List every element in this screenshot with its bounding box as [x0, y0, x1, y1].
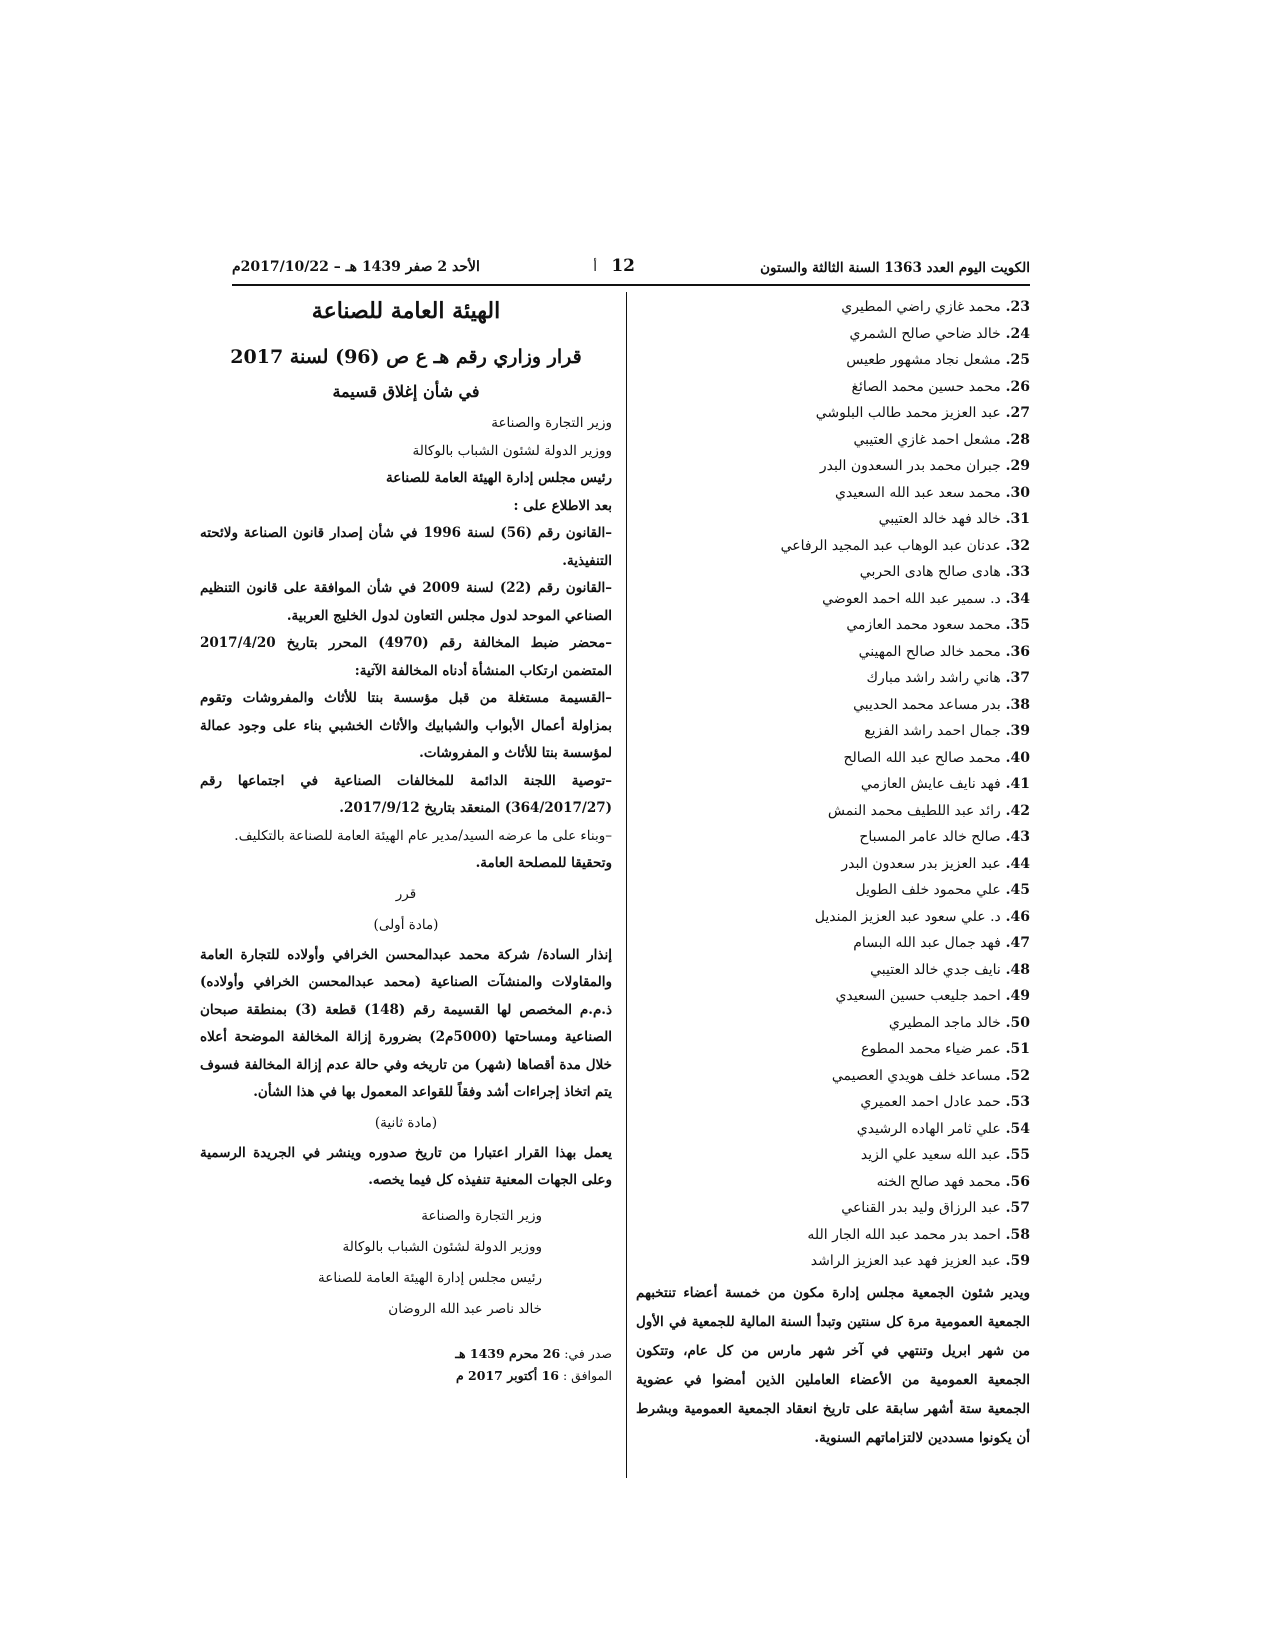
decision-subject: في شأن إغلاق قسيمة	[332, 382, 480, 401]
member-name: جبران محمد بدر السعدون البدر	[819, 458, 1001, 474]
member-name: محمد سعود محمد العازمي	[846, 617, 1001, 633]
member-name: حمد عادل احمد العميري	[860, 1094, 1001, 1110]
reference-violation-description: –القسيمة مستغلة من قبل مؤسسة بنتا للأثاث والمفروشات وتقوم بمزاولة أعمال الأبواب والشبابيك والأثاث الخشبي بناء على وجود عمالة لمؤسسة بنتا للأثاث و المفروشات.	[200, 690, 612, 761]
member-item: 56. محمد فهد صالح الخنه	[876, 1173, 1030, 1190]
member-name: عبد العزيز بدر سعدون البدر	[841, 855, 1001, 872]
member-name: خالد ضاحي صالح الشمري	[849, 325, 1001, 342]
member-number: 47	[1010, 935, 1030, 951]
member-item: 46. د. علي سعود عبد العزيز المنديل	[814, 908, 1030, 925]
issued-label: صدر في:	[564, 1345, 612, 1361]
member-name: احمد جليعب حسين السعيدي	[835, 988, 1001, 1004]
member-number: 51	[1010, 1041, 1030, 1057]
reference-committee-recommendation: –توصية اللجنة الدائمة للمخالفات الصناعية في اجتماعها رقم (364/2017/27) المنعقد بتاريخ 2017/9/12.	[200, 772, 612, 816]
member-name: محمد خالد صالح المهيني	[858, 643, 1001, 660]
member-number: 48	[1010, 961, 1030, 978]
article-2-heading: (مادة ثانية)	[374, 1114, 438, 1131]
member-name: محمد غازي راضي المطيري	[841, 299, 1001, 315]
member-number: 41	[1010, 776, 1030, 792]
member-name: خالد فهد خالد العتيبي	[878, 511, 1001, 527]
member-number: 32	[1010, 537, 1030, 554]
member-item: 27. عبد العزيز محمد طالب البلوشي	[815, 405, 1030, 421]
member-item: 35. محمد سعود محمد العازمي	[846, 617, 1030, 633]
member-number: 36	[1010, 643, 1030, 660]
member-name: هاني راشد راشد مبارك	[866, 670, 1001, 686]
column-divider	[626, 292, 627, 1478]
members-column	[636, 294, 1030, 1453]
member-name: فهد نايف عايش العازمي	[860, 776, 1001, 792]
member-item: 26. محمد حسين محمد الصائغ	[851, 378, 1030, 395]
corresponding-label: الموافق :	[562, 1367, 612, 1383]
member-name: رائد عبد اللطيف محمد النمش	[827, 802, 1001, 819]
article-1-text: إنذار السادة/ شركة محمد عبدالمحسن الخرافي وأولاده للتجارة العامة والمقاولات والمنشآت الصناعية (محمد عبدالمحسن الخرافي وأولاده) ذ.م.م المخصص لها القسيمة رقم (148) قطعة (3) بمنطقة صبحان الصناعية ومساحتها (5000م2) بضرورة إزالة المخالفة الموضحة أعلاه خلال مدة أقصاها (شهر) من تاريخه وفي حالة عدم إزالة المخالفة فسوف يتم اتخاذ إجراءات أشد وفقاً للقواعد المعمول بها في هذا الشأن.	[200, 946, 613, 1100]
member-item: 43. صالح خالد عامر المسباح	[859, 829, 1030, 845]
corresponding-date: 16 أكتوبر 2017 م	[455, 1367, 559, 1383]
member-item: 40. محمد صالح عبد الله الصالح	[843, 749, 1030, 766]
signature-line-1: وزير التجارة والصناعة	[421, 1207, 542, 1224]
member-item: 51. عمر ضياء محمد المطوع	[860, 1041, 1030, 1057]
member-name: جمال احمد راشد الفزيع	[864, 723, 1001, 739]
member-item: 49. احمد جليعب حسين السعيدي	[835, 988, 1030, 1004]
member-name: خالد ماجد المطيري	[888, 1014, 1001, 1031]
member-number: 53	[1010, 1094, 1030, 1110]
association-governance-paragraph: ويدير شئون الجمعية مجلس إدارة مكون من خمسة أعضاء تنتخبهم الجمعية العمومية مرة كل سنتين وتبدأ السنة المالية للجمعية في الأول من شهر ابريل وتنتهي في آخر شهر مارس من كل عام، وتتكون الجمعية العمومية من الأعضاء العاملين الذين أمضوا في عضوية الجمعية ستة أشهر سابقة على تاريخ انعقاد الجمعية العمومية وبشرط أن يكونوا مسددين لالتزاماتهم السنوية.	[636, 1284, 1030, 1446]
member-name: مساعد خلف هويدي العصيمي	[831, 1067, 1001, 1084]
member-name: بدر مساعد محمد الحديبي	[853, 696, 1001, 713]
member-number: 31	[1010, 511, 1030, 527]
issued-date: 26 محرم 1439 هـ	[455, 1345, 561, 1361]
member-number: 58	[1010, 1226, 1030, 1243]
corresponding-date-line	[200, 1365, 612, 1387]
member-item: 36. محمد خالد صالح المهيني	[858, 643, 1030, 660]
member-number: 49	[1010, 988, 1030, 1004]
issue-date-block	[200, 1343, 612, 1387]
member-number: 52	[1010, 1067, 1030, 1084]
signatory-name: خالد ناصر عبد الله الروضان	[388, 1300, 542, 1317]
member-name: محمد صالح عبد الله الصالح	[843, 749, 1001, 766]
member-item: 55. عبد الله سعيد علي الزيد	[860, 1147, 1030, 1163]
member-item: 42. رائد عبد اللطيف محمد النمش	[827, 802, 1030, 819]
member-name: عمر ضياء محمد المطوع	[860, 1041, 1001, 1057]
page-header	[232, 256, 1030, 282]
article-1-heading: (مادة أولى)	[373, 916, 439, 933]
after-review-line: بعد الاطلاع على :	[513, 497, 612, 514]
reference-director-proposal: –وبناء على ما عرضه السيد/مدير عام الهيئة العامة للصناعة بالتكليف.	[234, 827, 612, 844]
member-number: 43	[1010, 829, 1030, 845]
member-item: 33. هادى صالح هادى الحربي	[859, 564, 1030, 580]
header-date: الأحد 2 صفر 1439 هـ – 2017/10/22م	[232, 259, 480, 275]
member-number: 45	[1010, 882, 1030, 898]
member-number: 42	[1010, 802, 1030, 819]
member-item: 41. فهد نايف عايش العازمي	[860, 776, 1030, 792]
decision-column	[200, 294, 612, 1387]
member-number: 35	[1010, 617, 1030, 633]
member-number: 28	[1010, 431, 1030, 448]
decided-heading: قرر	[395, 885, 417, 902]
member-name: د. سمير عبد الله احمد العوضي	[822, 590, 1001, 607]
reference-violation-report: –محضر ضبط المخالفة رقم (4970) المحرر بتاريخ 2017/4/20 المتضمن ارتكاب المنشأة أدناه المخالفة الآتية:	[200, 635, 612, 679]
member-name: علي ثامر الهاده الرشيدي	[856, 1120, 1001, 1137]
issuer-line-2: ووزير الدولة لشئون الشباب بالوكالة	[412, 442, 612, 459]
member-item: 45. علي محمود خلف الطويل	[855, 882, 1030, 898]
authority-title: الهيئة العامة للصناعة	[311, 298, 501, 324]
signature-line-3: رئيس مجلس إدارة الهيئة العامة للصناعة	[318, 1269, 542, 1286]
member-name: عدنان عبد الوهاب عبد المجيد الرفاعي	[780, 537, 1001, 554]
issuer-line-1: وزير التجارة والصناعة	[491, 415, 612, 431]
member-number: 55	[1010, 1147, 1030, 1163]
member-item: 29. جبران محمد بدر السعدون البدر	[819, 458, 1030, 474]
gazette-issue-info: الكويت اليوم العدد 1363 السنة الثالثة والستون	[760, 260, 1030, 276]
member-number: 25	[1010, 352, 1030, 368]
member-number: 38	[1010, 696, 1030, 713]
member-number: 39	[1010, 723, 1030, 739]
member-list	[636, 294, 1030, 1275]
member-item: 24. خالد ضاحي صالح الشمري	[849, 325, 1030, 342]
signature-line-2: ووزير الدولة لشئون الشباب بالوكالة	[342, 1238, 542, 1255]
page-number: 12	[611, 256, 635, 276]
member-name: عبد الرزاق وليد بدر القناعي	[841, 1200, 1001, 1216]
member-item: 59. عبد العزيز فهد عبد العزيز الراشد	[810, 1253, 1030, 1269]
member-name: علي محمود خلف الطويل	[855, 882, 1001, 898]
member-item: 39. جمال احمد راشد الفزيع	[864, 723, 1030, 739]
signature-block	[200, 1201, 612, 1325]
member-number: 24	[1010, 325, 1030, 342]
member-number: 30	[1010, 484, 1030, 501]
member-item: 52. مساعد خلف هويدي العصيمي	[831, 1067, 1030, 1084]
member-name: هادى صالح هادى الحربي	[859, 564, 1001, 580]
member-item: 31. خالد فهد خالد العتيبي	[878, 511, 1030, 527]
member-name: عبد العزيز محمد طالب البلوشي	[815, 405, 1001, 421]
member-name: مشعل احمد غازي العتيبي	[853, 431, 1001, 448]
member-number: 33	[1010, 564, 1030, 580]
reference-law-1996: –القانون رقم (56) لسنة 1996 في شأن إصدار قانون الصناعة ولائحته التنفيذية.	[200, 525, 612, 569]
reference-law-2009: –القانون رقم (22) لسنة 2009 في شأن الموافقة على قانون التنظيم الصناعي الموحد لدول مجلس التعاون لدول الخليج العربية.	[200, 580, 612, 624]
member-number: 40	[1010, 749, 1030, 766]
member-number: 54	[1010, 1120, 1030, 1137]
member-item: 38. بدر مساعد محمد الحديبي	[853, 696, 1030, 713]
member-number: 46	[1010, 908, 1030, 925]
member-number: 44	[1010, 855, 1030, 872]
member-item: 57. عبد الرزاق وليد بدر القناعي	[841, 1200, 1030, 1216]
member-number: 50	[1010, 1014, 1030, 1031]
issuer-line-3: رئيس مجلس إدارة الهيئة العامة للصناعة	[386, 470, 612, 486]
article-2-text: يعمل بهذا القرار اعتبارا من تاريخ صدوره وينشر في الجريدة الرسمية وعلى الجهات المعنية تنفيذه كل فيما يخصه.	[200, 1144, 612, 1188]
member-name: محمد فهد صالح الخنه	[876, 1173, 1001, 1190]
member-number: 37	[1010, 670, 1030, 686]
member-item: 37. هاني راشد راشد مبارك	[866, 670, 1030, 686]
member-number: 27	[1010, 405, 1030, 421]
member-number: 56	[1010, 1173, 1030, 1190]
member-item: 47. فهد جمال عبد الله البسام	[853, 935, 1030, 951]
member-name: احمد بدر محمد عبد الله الجار الله	[807, 1226, 1001, 1243]
member-name: د. علي سعود عبد العزيز المنديل	[814, 908, 1001, 925]
member-item: 58. احمد بدر محمد عبد الله الجار الله	[807, 1226, 1030, 1243]
member-item: 30. محمد سعد عبد الله السعيدي	[835, 484, 1030, 501]
member-number: 23	[1010, 299, 1030, 315]
member-item: 32. عدنان عبد الوهاب عبد المجيد الرفاعي	[780, 537, 1030, 554]
member-number: 34	[1010, 590, 1030, 607]
page-section-letter: أ	[593, 259, 597, 275]
member-item: 28. مشعل احمد غازي العتيبي	[853, 431, 1030, 448]
member-number: 59	[1010, 1253, 1030, 1269]
member-name: محمد سعد عبد الله السعيدي	[835, 484, 1001, 501]
member-item: 34. د. سمير عبد الله احمد العوضي	[822, 590, 1030, 607]
member-name: صالح خالد عامر المسباح	[859, 829, 1001, 845]
member-name: نايف جدي خالد العتيبي	[870, 961, 1001, 978]
member-item: 44. عبد العزيز بدر سعدون البدر	[841, 855, 1030, 872]
decision-title: قرار وزاري رقم هـ ع ص (96) لسنة 2017	[230, 346, 582, 368]
member-number: 26	[1010, 378, 1030, 395]
member-name: فهد جمال عبد الله البسام	[853, 935, 1001, 951]
member-item: 50. خالد ماجد المطيري	[888, 1014, 1030, 1031]
member-name: عبد الله سعيد علي الزيد	[860, 1147, 1001, 1163]
member-item: 23. محمد غازي راضي المطيري	[841, 299, 1030, 315]
member-number: 29	[1010, 458, 1030, 474]
header-divider	[232, 284, 1030, 286]
member-name: محمد حسين محمد الصائغ	[851, 378, 1001, 395]
member-item: 54. علي ثامر الهاده الرشيدي	[856, 1120, 1030, 1137]
issued-on-line	[200, 1343, 612, 1365]
member-item: 53. حمد عادل احمد العميري	[860, 1094, 1030, 1110]
member-item: 25. مشعل نجاد مشهور طعيس	[846, 352, 1030, 368]
member-item: 48. نايف جدي خالد العتيبي	[870, 961, 1030, 978]
member-number: 57	[1010, 1200, 1030, 1216]
reference-public-interest: وتحقيقا للمصلحة العامة.	[475, 855, 612, 871]
member-name: عبد العزيز فهد عبد العزيز الراشد	[810, 1253, 1001, 1269]
member-name: مشعل نجاد مشهور طعيس	[846, 352, 1001, 368]
